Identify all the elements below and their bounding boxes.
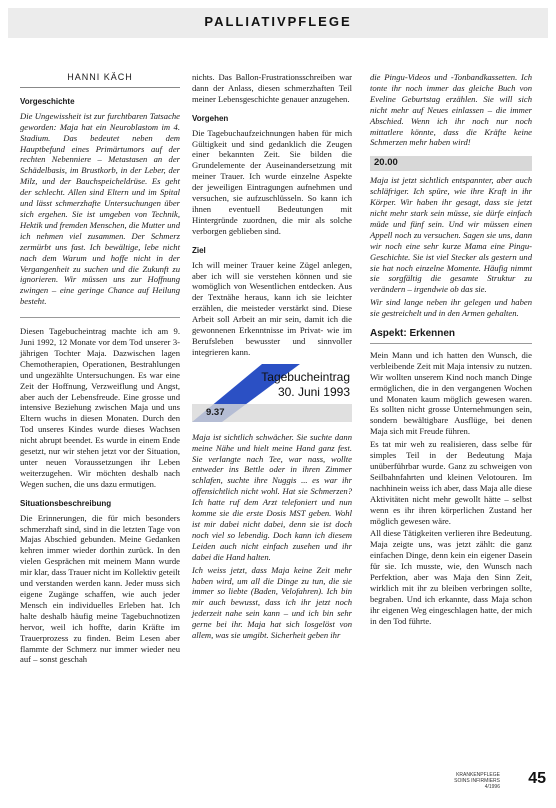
body-paragraph: Ich will meiner Trauer keine Zügel anlegen, aber ich will sie verstehen können und sie womöglich von Wesentlichen entdecken. Aus der Textnähe heraus, kann ich sie leichter erzählen, die meisteder verstärkt sind. Diese Arbeit soll Arbeit an mir sein, damit ich die gewonnenen Erkenntnisse im Privat- wie im Berufsleben bewusster und sinnvoller integrieren kann. xyxy=(192,259,352,357)
body-paragraph: Diesen Tagebucheintrag machte ich am 9. Juni 1992, 12 Monate vor dem Tod unserer 3-jährigen Tochter Maja. Dazwischen lagen Chemotherapien, Operationen, Bestrahlungen und ungezählte Untersuchungen. Es war eine Zeit der Hoffnung, Verzweiflung und Angst, aber auch der Lebensfreude. Eine grosse und intensive Beziehung zwischen Maja und uns Eltern wuchs in diesen Monaten. Durch den Tod unseres Kindes wurde dieses Wachsen nicht abrupt beendet. Es wurde in einem Ende gesetzt, nur wir stehen jetzt vor der Situation, unter neuen Voraussetzungen ihr Leben weiterzugehen. Wir möchten deshalb nach Wegen suchen, die uns dazu ermutigen. xyxy=(20,326,180,489)
section-title: PALLIATIVPFLEGE xyxy=(204,14,352,29)
publication-name: KRANKENPFLEGE SOINS INFIRMIERS 4/1996 xyxy=(454,772,500,790)
subhead-situation: Situationsbeschreibung xyxy=(20,498,112,508)
diary-entry-banner xyxy=(192,364,352,428)
divider xyxy=(20,317,180,318)
subhead-ziel: Ziel xyxy=(192,245,206,255)
banner-date: 30. Juni 1993 xyxy=(277,384,350,399)
column-2 xyxy=(192,72,352,643)
diary-paragraph: Wir sind lange neben ihr gelegen und haben sie gestreichelt und in den Armen gehalten. xyxy=(370,297,532,319)
entry-time-box: 20.00 xyxy=(370,156,532,171)
diary-paragraph: Maja ist jetzt sichtlich entspannter, aber auch schläfriger. Ich spüre, wie ihre Kraft in ihr Körper. Wir haben ihr gesagt, dass sie jetzt nicht mehr stark sein müsse, sie dürfe einfach müde und fünf sein. Und wir müssen einen Appell noch zu versuchen. Sagen sie uns, dann wir noch eine sehr kurze Mama eine Pingu-Geschichte. Sie ist viel Stecker als gestern und sie hat noch einzelne Momente. Häufig nimmt sie sorgfältig die gesamte Struktur zu verändern – irgendwie ob das sie. xyxy=(370,175,532,295)
diary-paragraph: Maja ist sichtlich schwächer. Sie suchte dann meine Nähe und hielt meine Hand ganz fest. Sie verlangte nach Tee, war nass, wollte entweder ins Bettle oder in ihren Zimmer schlafen, suchte ihre Nuggis ... es war ihr offensichtlich nicht wohl. Hat sie Schmerzen? Ich hatte ruf dem Arzt telefoniert und nun komme sie die erste Dosis MST geben. Wohl ist mir dabei nicht dabei, denn sie ist doch noch viel so lebendig. Doch kann ich diesem Leiden auch nicht einfach zusehen und ihr dabei die Hand halten. xyxy=(192,431,352,562)
body-paragraph: nichts. Das Ballon-Frustrationsschreiben war dann der Anlass, diesen schmerzhaften Teil meiner Lebensgeschichte genauer anzugehen. xyxy=(192,72,352,104)
diary-paragraph: die Pingu-Videos und -Tonbandkassetten. Ich tonte ihr noch immer das gleiche Buch von Eveline Geburtstag erzählen. Sie will sich nicht mehr auf Neues einlassen – die immer Abschied. Wenn ich ihr noch nur noch mittatlere könnte, dass die Kräfte keine Schmerzen mehr haben wird! xyxy=(370,72,532,148)
body-paragraph: Die Erinnerungen, die für mich besonders schmerzhaft sind, sind in die letzten Tage von Majas Abschied gebunden. Meine Gedanken kehren immer wieder dorthin zurück. In den vielen Gesprächen mit meinem Mann wurde mir klar, dass Trauer nicht im Kollektiv geteilt und verstanden werden kann. Jeder muss sich eigene Zugänge schaffen, wie auch jeder Mensch ein individuelles Erleben hat. Ich halte deshalb häufig meine Tagebuchnotizen hervor, weil ich hoffte, darin Kräfte im Trauerprozess zu finden. Beim Lesen aber flammte der Schmerz nur immer wieder neu auf – sonst geschah xyxy=(20,512,180,665)
page-footer xyxy=(440,770,546,794)
section-heading-erkennen: Aspekt: Erkennen xyxy=(370,329,532,344)
column-3 xyxy=(370,72,532,629)
banner-title: Tagebucheintrag xyxy=(261,369,350,384)
body-paragraph: Die Tagebuchaufzeichnungen haben für mich Gültigkeit und sind gedanklich die Zeugen einer bekannten Zeit. Sie bilden die Grundelemente der Auseinandersetzung mit meiner Trauer. Ich wurde einzelne Aspekte der jeweiligen Eintragungen aufnehmen und versuchen, sie aufzuschlüsseln. So kann ich ihnen eventuell Bedeutungen mit Hintergründe zuordnen, die mir als solche verborgen geblieben sind. xyxy=(192,127,352,236)
page-number: 45 xyxy=(528,770,546,787)
author-name: HANNI KÄCH xyxy=(20,72,180,88)
body-paragraph: All diese Tätigkeiten verlieren ihre Bedeutung. Maja zeigte uns, was jetzt zählt: die ganz einfachen Dinge, denn kein ein eigener Dasein für sie. Ich musste, wie, den Wunsch nach Perfektion, aber was Maja den Sinn Zeit, wirklich mit ihr zu bleiben verbringen sollte, begraben. Und ich erkannte, dass Maja schon ihr eigenen Weg eingeschlagen hatte, der mich in den Tod führte. xyxy=(370,528,532,626)
entry-time: 9.37 xyxy=(206,406,225,418)
diary-paragraph: Die Ungewissheit ist zur furchtbaren Tatsache geworden: Maja hat ein Neuroblastom im 4. Stadium. Das bedeutet neben dem Hauptbefund eines Primärtumors auf der rechten Nebenniere – Metastasen an der Schädelbasis, im Brustkorb, in der Leber, der Milz, und der Bauchspeicheldrüse. Es geht der schlecht. Allen sind Eltern und im Spital und lässt schmerzhafte Untersuchungen über sich ergehen. Sie ist umgeben von Technik, Hektik und fremden Menschen, die Mutter und ich nehmen viel zusammen. Der Schmerz zermürbt uns fast. Ich bewältige, lebe nicht nach dem Warum und hoffe nicht in der Vergangenheit zu suchen und die Zukunft zu ignorieren. Wir müssen uns zur Hoffnung zwingen – eine geringe Chance auf Heilung besteht. xyxy=(20,110,180,307)
diary-paragraph: Ich weiss jetzt, dass Maja keine Zeit mehr haben wird, um all die Dinge zu tun, die sie immer so liebte (Baden, Velofahren). Ich bin mir auch bewusst, dass ich ihr jetzt noch jederzeit nahe sein kann – und ich bin sehr gerne bei ihr. Maja hat sich losgelöst von allem, was sie umgibt. Sicherheit geben ihr xyxy=(192,564,352,641)
subhead-vorgehen: Vorgehen xyxy=(192,113,229,123)
subhead-vorgeschichte: Vorgeschichte xyxy=(20,96,75,106)
page-header xyxy=(8,2,548,46)
body-paragraph: Es tat mir weh zu realisieren, dass selbe für simples Teil in der Bedeutung Maja unüberführbar wurde. Ganz zu schweigen von Seilbahnfahrten und kleinen Velotouren. Im nachhinein weiss ich aber, dass Maja alle diese Aktivitäten nicht mehr gewollt hätte – selbst wenn es ihr ihren körperlichen Zustand her möglich gewesen wäre. xyxy=(370,439,532,526)
body-paragraph: Mein Mann und ich hatten den Wunsch, die verbleibende Zeit mit Maja intensiv zu nutzen. Wir wollten unserem Kind noch manch Dinge ermöglichen, die in den vergangenen Wochen und Monaten kaum möglich gewesen waren. Es sollten nicht grosse Unternehmungen sein, sondern bewältigbare Ausflüge, bei denen Maja sich mit Freude führen. xyxy=(370,349,532,437)
column-1 xyxy=(20,72,180,667)
